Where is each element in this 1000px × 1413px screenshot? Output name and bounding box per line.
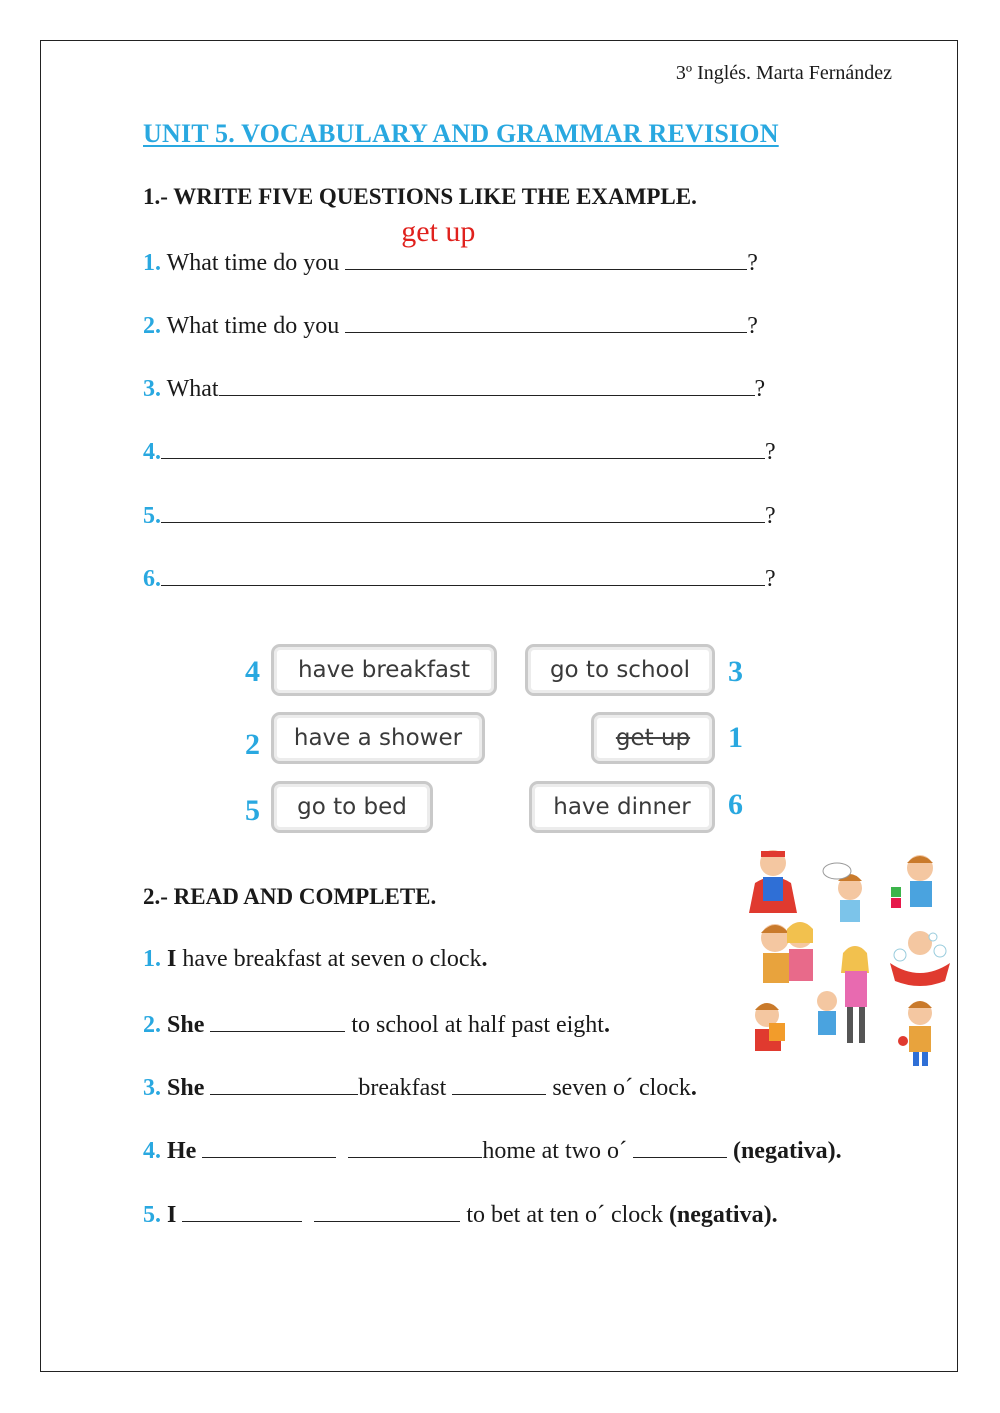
question-mark: ? bbox=[747, 313, 758, 339]
word-card-go-to-school bbox=[525, 644, 715, 696]
question-mark: ? bbox=[747, 250, 758, 276]
question-4 bbox=[143, 436, 776, 466]
sentence-subject: He bbox=[167, 1138, 197, 1164]
kid-blocks bbox=[891, 855, 933, 908]
sentence-1 bbox=[143, 946, 488, 973]
sentence-end: . bbox=[603, 1012, 610, 1038]
sentence-subject: She bbox=[167, 1012, 205, 1038]
sentence-number: 1. bbox=[143, 946, 161, 972]
sentence-2 bbox=[143, 1009, 610, 1039]
sentence-text: home at two o´ bbox=[482, 1138, 633, 1164]
sentence-3 bbox=[143, 1072, 697, 1102]
question-3 bbox=[143, 373, 765, 403]
question-1 bbox=[143, 215, 758, 277]
kid-waving bbox=[898, 1001, 932, 1066]
answer-blank[interactable] bbox=[345, 310, 747, 333]
word-number: 4 bbox=[245, 655, 260, 688]
sentence-text: seven o´ clock bbox=[546, 1075, 691, 1101]
question-mark: ? bbox=[765, 439, 776, 465]
sentence-note: (negativa). bbox=[668, 1202, 778, 1228]
sentence-text: have breakfast at seven o clock bbox=[176, 946, 482, 972]
answer-blank[interactable] bbox=[633, 1135, 727, 1158]
question-mark: ? bbox=[765, 566, 776, 592]
question-mark: ? bbox=[765, 503, 776, 529]
word-card-get-up bbox=[591, 712, 715, 764]
word-label: have dinner bbox=[553, 794, 691, 820]
sentence-subject: I bbox=[167, 1202, 177, 1228]
word-label: have a shower bbox=[293, 725, 463, 751]
answer-blank[interactable] bbox=[161, 436, 765, 459]
section2-heading: 2.- READ AND COMPLETE. bbox=[143, 884, 437, 909]
sentence-number: 3. bbox=[143, 1075, 161, 1101]
sentence-5 bbox=[143, 1199, 778, 1229]
answer-blank[interactable] bbox=[210, 1009, 345, 1032]
word-card-have-dinner bbox=[529, 781, 715, 833]
question-number: 5. bbox=[143, 503, 161, 529]
word-card-have-breakfast bbox=[271, 644, 497, 696]
word-label-crossed: get up bbox=[615, 725, 691, 751]
word-label: go to bed bbox=[297, 794, 407, 820]
word-number: 3 bbox=[728, 655, 743, 688]
sentence-subject: She bbox=[167, 1075, 205, 1101]
example-answer: get up bbox=[401, 215, 476, 248]
answer-blank[interactable] bbox=[202, 1135, 336, 1158]
word-number: 5 bbox=[245, 794, 260, 827]
sentence-number: 2. bbox=[143, 1012, 161, 1038]
sentence-number: 4. bbox=[143, 1138, 161, 1164]
question-number: 6. bbox=[143, 566, 161, 592]
question-prefix: What time do you bbox=[161, 250, 346, 276]
question-prefix: What bbox=[161, 376, 219, 402]
answer-blank[interactable] bbox=[314, 1199, 460, 1222]
word-number: 1 bbox=[728, 721, 743, 754]
author-line: 3º Inglés. Marta Fernández bbox=[675, 62, 892, 84]
kid-brushing bbox=[823, 863, 862, 922]
question-5 bbox=[143, 500, 776, 530]
word-label: have breakfast bbox=[297, 657, 471, 683]
word-card-go-to-bed bbox=[271, 781, 433, 833]
word-number: 2 bbox=[245, 728, 260, 761]
page-title: UNIT 5. VOCABULARY AND GRAMMAR REVISION bbox=[143, 119, 779, 148]
kid-superhero bbox=[749, 850, 797, 913]
sentence-end: . bbox=[481, 946, 488, 972]
page-border bbox=[40, 40, 958, 1372]
word-label: go to school bbox=[549, 657, 691, 683]
question-prefix: What time do you bbox=[161, 313, 346, 339]
sentence-text: to school at half past eight bbox=[345, 1012, 604, 1038]
sentence-4 bbox=[143, 1135, 842, 1165]
word-card-have-a-shower bbox=[271, 712, 485, 764]
question-number: 3. bbox=[143, 376, 161, 402]
answer-blank[interactable] bbox=[348, 1135, 482, 1158]
children-routine-illustration bbox=[745, 843, 957, 1068]
question-number: 1. bbox=[143, 250, 161, 276]
answer-blank[interactable] bbox=[161, 563, 765, 586]
sentence-text: to bet at ten o´ clock bbox=[460, 1202, 669, 1228]
word-number: 6 bbox=[728, 788, 743, 821]
kid-bathing bbox=[890, 931, 950, 986]
answer-blank[interactable] bbox=[345, 215, 747, 270]
sentence-note: (negativa). bbox=[726, 1138, 842, 1164]
answer-blank[interactable] bbox=[161, 500, 765, 523]
question-2 bbox=[143, 310, 758, 340]
question-6 bbox=[143, 563, 776, 593]
answer-blank[interactable] bbox=[219, 373, 755, 396]
sentence-subject: I bbox=[167, 946, 177, 972]
kid-reading bbox=[755, 1003, 785, 1051]
answer-blank[interactable] bbox=[182, 1199, 302, 1222]
sentence-end: . bbox=[690, 1075, 697, 1101]
question-number: 4. bbox=[143, 439, 161, 465]
kid-hugging bbox=[761, 922, 813, 983]
question-number: 2. bbox=[143, 313, 161, 339]
question-mark: ? bbox=[754, 376, 766, 402]
kid-mother-walking bbox=[817, 946, 869, 1043]
answer-blank[interactable] bbox=[452, 1072, 546, 1095]
sentence-text: breakfast bbox=[358, 1075, 453, 1101]
sentence-number: 5. bbox=[143, 1202, 161, 1228]
answer-blank[interactable] bbox=[210, 1072, 358, 1095]
section1-heading: 1.- WRITE FIVE QUESTIONS LIKE THE EXAMPLE. bbox=[143, 184, 697, 209]
